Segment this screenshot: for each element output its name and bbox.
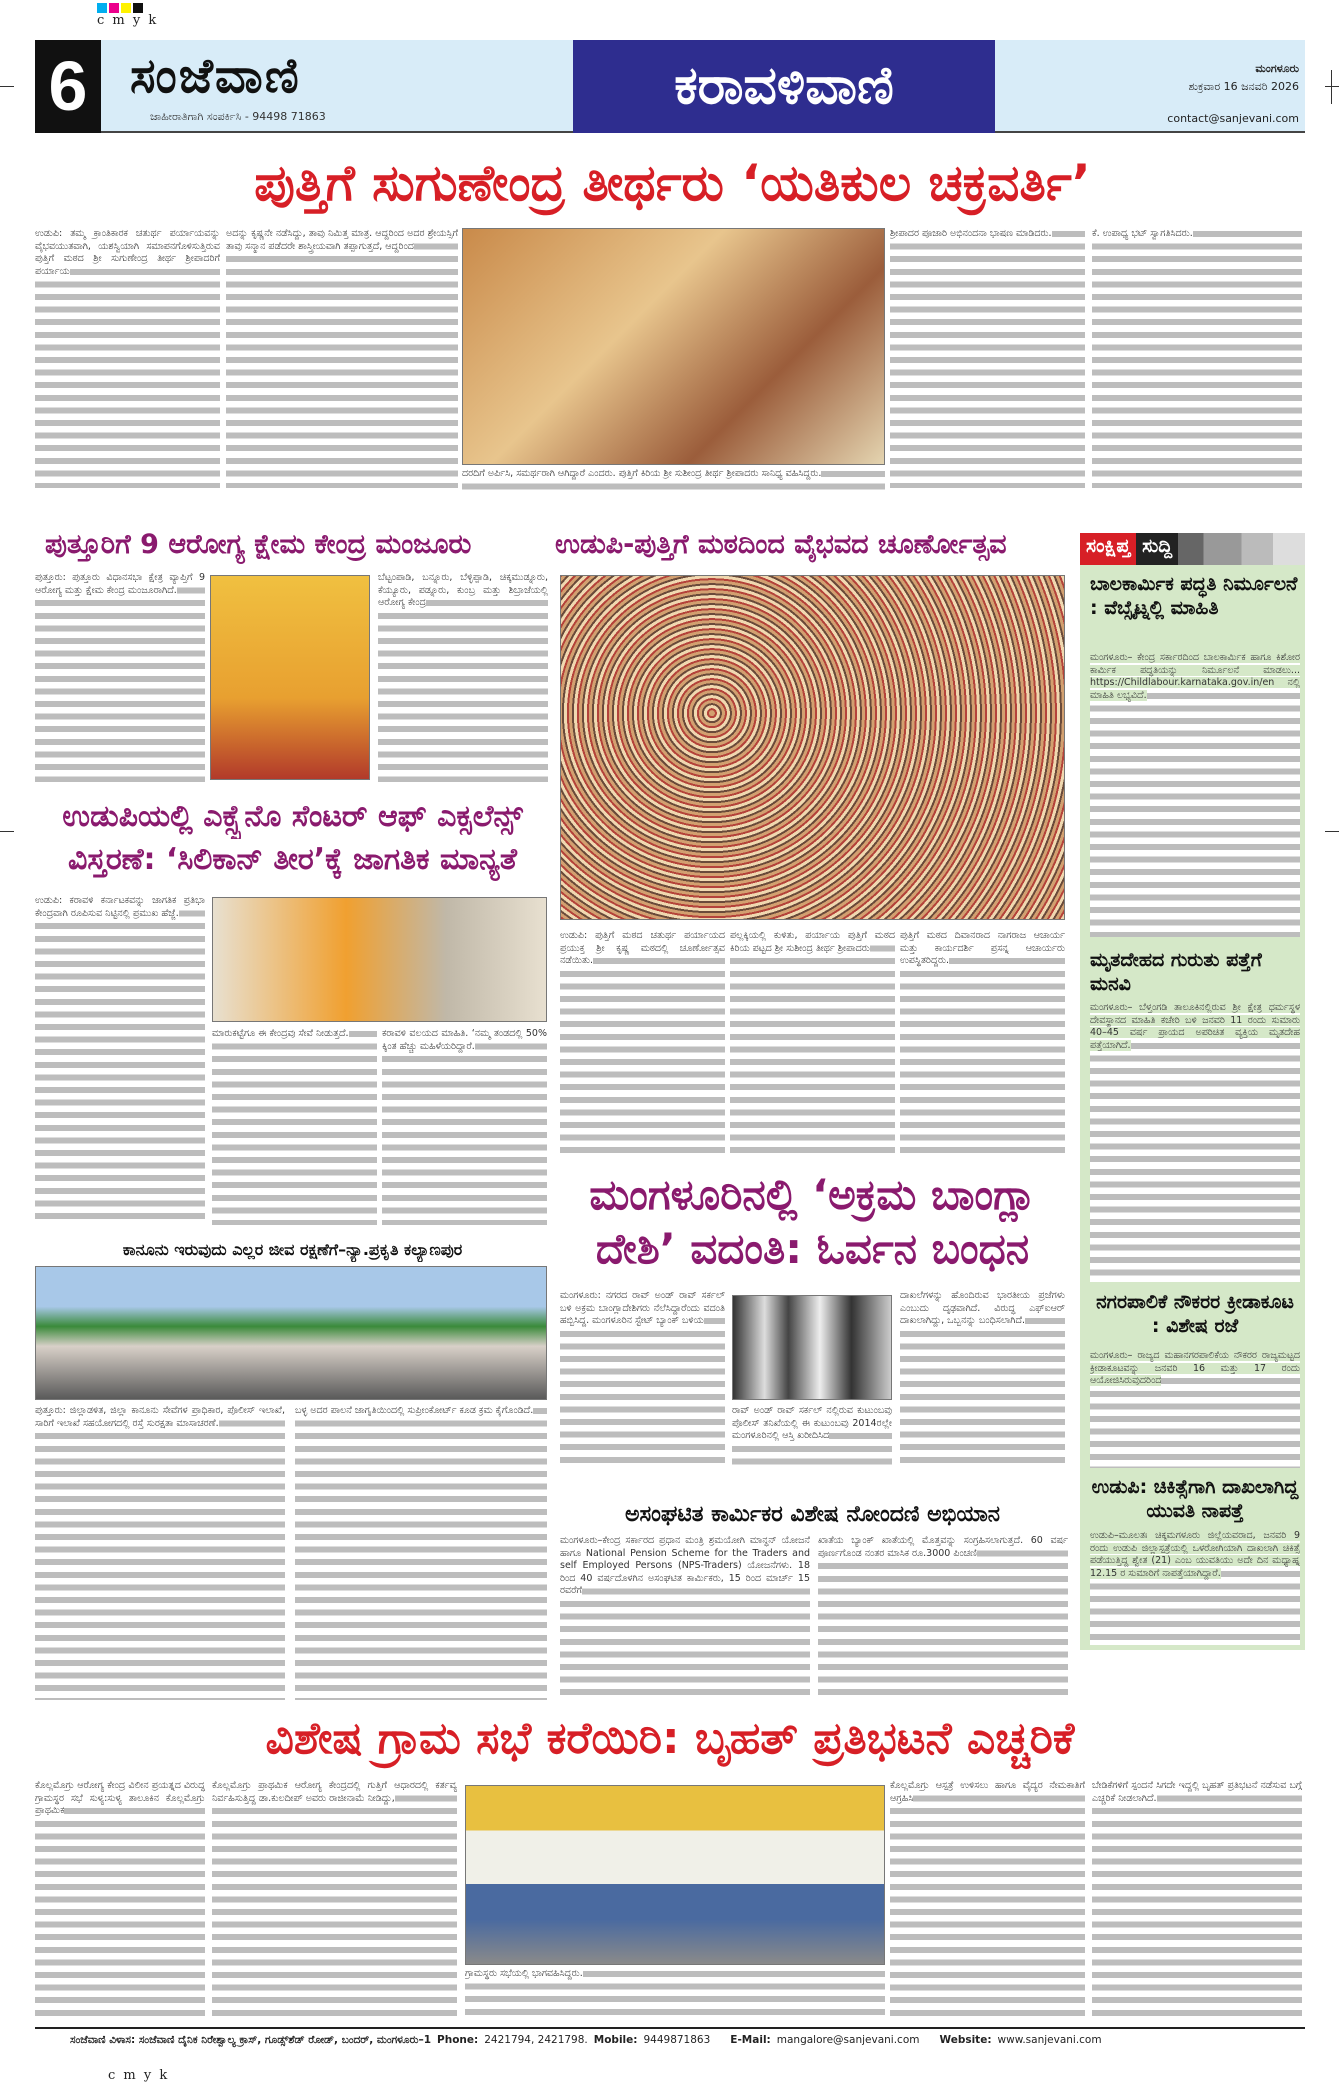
email: mangalore@sanjevani.com	[776, 2034, 920, 2046]
brief-headline: ಮೃತದೇಹದ ಗುರುತು ಪತ್ತೆಗೆ ಮನವಿ	[1090, 949, 1262, 995]
unorganised-headline: ಅಸಂಘಟಿತ ಕಾರ್ಮಿಕರ ವಿಶೇಷ ನೋಂದಣಿ ಅಭಿಯಾನ	[624, 1502, 1001, 1527]
road-safety-photo	[35, 1266, 547, 1400]
brief-text: ಮಂಗಳೂರು– ರಾಜ್ಯದ ಮಹಾನಗರಪಾಲಿಕೆಯ ನೌಕರರ ರಾಜ್ಯಮಟ್ಟದ ಕ್ರೀಡಾಕೂಟವನ್ನು ಜನವರಿ 16 ಮತ್ತು 17 ರಂದು ಆಯೋಜಿಸಿರುವುದರಿಂದ	[1090, 1350, 1300, 1468]
photo-caption: ದರದಿಗೆ ಅರ್ಪಿಸಿ, ಸಮರ್ಥರಾಗಿ ಆಗಿದ್ದಾರೆ ಎಂದರು. ಪುತ್ತಿಗೆ ಕಿರಿಯ ಶ್ರೀ ಸುಶೀಂದ್ರ ತೀರ್ಥ ಶ್ರೀಪಾದರು ಸಾನಿಧ್ಯ ವಹಿಸಿದ್ದರು.	[462, 468, 885, 492]
article-text: ಪುತ್ತೂರು: ಜಿಲ್ಲಾಡಳಿತ, ಜಿಲ್ಲಾ ಕಾನೂನು ಸೇವೆಗಳ ಪ್ರಾಧಿಕಾರ, ಪೊಲೀಸ್ ಇಲಾಖೆ, ಸಾರಿಗೆ ಇಲಾಖೆ ಸಹಯೋಗದಲ್ಲಿ ರಸ್ತೆ ಸುರಕ್ಷತಾ ಮಾಸಾಚರಣೆ.	[35, 1405, 285, 1700]
dateline	[1188, 60, 1299, 96]
article-text: ಬೇಡಿಕೆಗಳಿಗೆ ಸ್ಪಂದನೆ ಸಿಗದೇ ಇದ್ದಲ್ಲಿ ಬೃಹತ್ ಪ್ರತಿಭಟನೆ ನಡೆಸುವ ಬಗ್ಗೆ ಎಚ್ಚರಿಕೆ ನೀಡಲಾಗಿದೆ.	[1092, 1780, 1302, 2020]
handcuffs-photo	[732, 1295, 892, 1400]
law-headline: ಕಾನೂನು ಇರುವುದು ಎಲ್ಲರ ಜೀವ ರಕ್ಷಣೆಗೆ–ನ್ಯಾ.ಪ್ರಕೃತಿ ಕಲ್ಯಾಣಪುರ	[122, 1240, 463, 1259]
cmyk-label: c m y k	[97, 13, 159, 28]
infosys-headline-2: ವಿಸ್ತರಣೆ: ‘ಸಿಲಿಕಾನ್ ತೀರ’ಕ್ಕೆ ಜಾಗತಿಕ ಮಾನ್ಯತೆ	[67, 842, 518, 877]
city: ಮಂಗಳೂರು	[1255, 62, 1299, 75]
article-text: ಪುತ್ತಿಗೆ ಮಠದ ದಿವಾನರಾದ ನಾಗರಾಜ ಆಚಾರ್ಯ ಮತ್ತು ಕಾರ್ಯದರ್ಶಿ ಪ್ರಸನ್ನ ಆಚಾರ್ಯರು ಉಪಸ್ಥಿತರಿದ್ದರು.	[900, 930, 1065, 1160]
article-text: ಉಡುಪಿ: ಕರಾವಳಿ ಕರ್ನಾಟಕವನ್ನು ಜಾಗತಿಕ ಪ್ರತಿಭಾ ಕೇಂದ್ರವಾಗಿ ರೂಪಿಸುವ ನಿಟ್ಟಿನಲ್ಲಿ ಪ್ರಮುಖ ಹೆಜ್ಜೆ.	[35, 895, 205, 1225]
registration-mark	[0, 831, 14, 832]
ad-contact: ಜಾಹೀರಾತಿಗಾಗಿ ಸಂಪರ್ಕಿಸಿ - 94498 71863	[150, 110, 326, 123]
cmyk-label-bottom: c m y k	[108, 2068, 170, 2083]
email-label: E-Mail:	[730, 2034, 771, 2046]
footer-rule	[35, 2027, 1305, 2029]
crowd-photo	[560, 575, 1065, 920]
gramasabha-headline: ವಿಶೇಷ ಗ್ರಾಮ ಸಭೆ ಕರೆಯಿರಿ: ಬೃಹತ್ ಪ್ರತಿಭಟನೆ ಎಚ್ಚರಿಕೆ	[265, 1713, 1075, 1764]
briefs-header	[1080, 533, 1305, 565]
cmyk-swatches	[97, 3, 158, 28]
article-text: ಮಂಗಳೂರು: ನಗರದ ರಾವ್ ಅಂಡ್ ರಾವ್ ಸರ್ಕಲ್ ಬಳಿ ಅಕ್ರಮ ಬಾಂಗ್ಲಾದೇಶಿಗರು ನೆಲೆಸಿದ್ದಾರೆಂದು ವದಂತಿ ಹಬ್ಬಿಸಿದ್ದ. ಮಂಗಳೂರಿನ ಸ್ಟೇಟ್ ಬ್ಯಾಂಕ್ ಬಳಿಯ	[560, 1290, 725, 1465]
contact-email: contact@sanjevani.com	[1167, 112, 1299, 125]
article-text: ಉಡುಪಿ: ಪುತ್ತಿಗೆ ಮಠದ ಚತುರ್ಥ ಪರ್ಯಾಯದ ಪ್ರಯುಕ್ತ ಶ್ರೀ ಕೃಷ್ಣ ಮಠದಲ್ಲಿ ಚೂರ್ಣೋತ್ಸವ ನಡೆಯಿತು.	[560, 930, 725, 1160]
article-text: ಉಡುಪಿ: ತಮ್ಮ ಕ್ರಾಂತಿಕಾರಕ ಚತುರ್ಥ ಪರ್ಯಾಯವನ್ನು ವೈಭವಯುತವಾಗಿ, ಯಶಸ್ವಿಯಾಗಿ ಸಮಾಪನಗೊಳಿಸುತ್ತಿರುವ ಪುತ್ತಿಗೆ ಮಠದ ಶ್ರೀ ಸುಗುಣೇಂದ್ರ ತೀರ್ಥ ಶ್ರೀಪಾದರಿಗೆ ಪರ್ಯಾಯ	[35, 228, 220, 488]
lead-photo	[462, 228, 885, 465]
brief-text: ಮಂಗಳೂರು– ಕೇಂದ್ರ ಸರ್ಕಾರದಿಂದ ಬಾಲಕಾರ್ಮಿಕ ಹಾಗೂ ಕಿಶೋರ ಕಾರ್ಮಿಕ ಪದ್ಧತಿಯನ್ನು ನಿರ್ಮೂಲನೆ ಮಾಡಲು... https://Childlabour.karnataka.gov.in/en ನಲ್ಲಿ ಮಾಹಿತಿ ಲಭ್ಯವಿದೆ.	[1090, 652, 1300, 937]
lead-headline: ಪುತ್ತಿಗೆ ಸುಗುಣೇಂದ್ರ ತೀರ್ಥರು ‘ಯತಿಕುಲ ಚಕ್ರವರ್ತಿ’	[254, 154, 1091, 212]
registration-mark	[1325, 86, 1339, 87]
paper-logo: ಸಂಜೆವಾಣಿ	[130, 48, 301, 104]
article-text: ಅದನ್ನು ಕೃಷ್ಣನೇ ನಡೆಸಿದ್ದು, ತಾವು ನಿಮಿತ್ತ ಮಾತ್ರ. ಆದ್ದರಿಂದ ಅದರ ಶ್ರೇಯಸ್ಸಿಗೆ ತಾವು ಸನ್ಮಾನ ಪಡೆದರೇ ಶಾಸ್ತ್ರೀಯವಾಗಿ ತಪ್ಪಾಗುತ್ತದೆ, ಆದ್ದರಿಂದ	[226, 228, 458, 488]
website-label: Website:	[939, 2034, 992, 2046]
puttur-headline: ಪುತ್ತೂರಿಗೆ 9 ಆರೋಗ್ಯ ಕ್ಷೇಮ ಕೇಂದ್ರ ಮಂಜೂರು	[45, 529, 472, 560]
brief-text: ಮಂಗಳೂರು– ಬೆಳ್ತಂಗಡಿ ತಾಲೂಕಿನಲ್ಲಿರುವ ಶ್ರೀ ಕ್ಷೇತ್ರ ಧರ್ಮಸ್ಥಳ ದೇವಸ್ಥಾನದ ಮಾಹಿತಿ ಕಚೇರಿ ಬಳಿ ಜನವರಿ 11 ರಂದು ಸುಮಾರು 40–45 ವರ್ಷ ಪ್ರಾಯದ ಅಪರಿಚಿತ ವ್ಯಕ್ತಿಯ ಮೃತದೇಹ ಪತ್ತೆಯಾಗಿದೆ.	[1090, 1002, 1300, 1282]
briefs-label-1: ಸಂಕ್ಷಿಪ್ತ	[1080, 533, 1136, 565]
article-text: ಕೊಲ್ಲಮೊಗ್ರು ಆಸ್ಪತ್ರೆ ಉಳಿಸಲು ಹಾಗೂ ವೈದ್ಯರ ನೇಮಕಾತಿಗೆ ಆಗ್ರಹಿಸಿ	[890, 1780, 1085, 2020]
article-text: ಬಳ್ಳ ಅದರ ಪಾಲನೆ ಜಾಗೃತಿಯಿಂದಲ್ಲಿ ಸುಪ್ರೀಂಕೋರ್ಟ್ ಕೂಡ ಕ್ರಮ ಕೈಗೊಂಡಿದೆ.	[295, 1405, 547, 1700]
brief-headline: ನಗರಪಾಲಿಕೆ ನೌಕರರ ಕ್ರೀಡಾಕೂಟ : ವಿಶೇಷ ರಜೆ	[1096, 1291, 1294, 1337]
section-title: ಕರಾವಳಿವಾಣಿ	[573, 40, 995, 133]
registration-mark	[1331, 70, 1332, 104]
event-photo	[212, 897, 547, 1022]
article-text: ಕೊಲ್ಲಮೊಗ್ರು ಪ್ರಾಥಮಿಕ ಆರೋಗ್ಯ ಕೇಂದ್ರದಲ್ಲಿ ಗುತ್ತಿಗೆ ಆಧಾರದಲ್ಲಿ ಕರ್ತವ್ಯ ನಿರ್ವಹಿಸುತ್ತಿದ್ದ ಡಾ.ಕುಲದೀಪ್ ಅವರು ರಾಜೀನಾಮೆ ನೀಡಿದ್ದು,	[212, 1780, 457, 2020]
date: ಶುಕ್ರವಾರ 16 ಜನವರಿ 2026	[1188, 80, 1299, 93]
phone: 2421794, 2421798.	[484, 2034, 588, 2046]
photo-caption: ಗ್ರಾಮಸ್ಥರು ಸಭೆಯಲ್ಲಿ ಭಾಗವಹಿಸಿದ್ದರು.	[465, 1968, 885, 2020]
footer-address: ಸಂಜೆವಾಣಿ ವಿಳಾಸ: ಸಂಜೆವಾಣಿ ದೈನಿಕ ನಿರೇಶ್ವಾಲ್ಯ ಕ್ರಾಸ್, ಗೂಡ್ಸ್‌ಶೆಡ್ ರೋಡ್, ಬಂದರ್, ಮಂಗಳೂರು–1	[70, 2034, 432, 2046]
registration-mark	[0, 86, 14, 87]
page-number: 6	[35, 40, 101, 133]
article-text: ಕೆ. ಉಪಾಧ್ಯ ಭಟ್ ಸ್ವಾಗತಿಸಿದರು.	[1092, 228, 1302, 488]
article-text: ಪಲ್ಲಕ್ಕಿಯಲ್ಲಿ ಕುಳಿತು, ಪರ್ಯಾಯ ಪುತ್ತಿಗೆ ಮಠದ ಕಿರಿಯ ಪಟ್ಟದ ಶ್ರೀ ಸುಶೀಂದ್ರ ತೀರ್ಥ ಶ್ರೀಪಾದರು	[730, 930, 895, 1160]
bangla-headline-1: ಮಂಗಳೂರಿನಲ್ಲಿ ‘ಅಕ್ರಮ ಬಾಂಗ್ಲಾ	[589, 1170, 1036, 1219]
article-text: ಮಾರುಕಟ್ಟೆಗೂ ಈ ಕೇಂದ್ರವು ಸೇವೆ ನೀಡುತ್ತದೆ.	[212, 1028, 377, 1225]
mobile-label: Mobile:	[593, 2034, 638, 2046]
article-text: ಮಂಗಳೂರು–ಕೇಂದ್ರ ಸರ್ಕಾರದ ಪ್ರಧಾನ ಮಂತ್ರಿ ಶ್ರಮಯೋಗಿ ಮಾನ್ಧನ್ ಯೋಜನೆ ಹಾಗೂ National Pension Scheme for the Traders and self Employed Persons (NPS-Traders) ಯೋಜನೆಗಳು. 18 ರಿಂದ 40 ವರ್ಷದೊಳಗಿನ ಅಸಂಘಟಿತ ಕಾರ್ಮಿಕರು, 15 ರಿಂದ ಮಾರ್ಚ್ 15 ರವರೆಗೆ	[560, 1535, 810, 1700]
article-text: ರಾವ್ ಅಂಡ್ ರಾವ್ ಸರ್ಕಲ್ ನಲ್ಲಿರುವ ಕುಟುಂಬವು ಪೊಲೀಸ್ ತನಿಖೆಯಲ್ಲಿ ಈ ಕುಟುಂಬವು 2014ರಲ್ಲೇ ಮಂಗಳೂರಿನಲ್ಲಿ ಆಸ್ತಿ ಖರೀದಿಸಿದ	[732, 1405, 892, 1465]
registration-mark	[1325, 831, 1339, 832]
briefs-label-2: ಸುದ್ದಿ	[1136, 533, 1178, 565]
article-text: ಕೊಲ್ಲಮೊಗ್ರು ಆರೋಗ್ಯ ಕೇಂದ್ರ ವಿಲೀನ ಪ್ರಯತ್ನದ ವಿರುದ್ಧ ಗ್ರಾಮಸ್ಥರ ಸಭೆ ಸುಳ್ಯ:ಸುಳ್ಯ ತಾಲೂಕಿನ ಕೊಲ್ಲಮೊಗ್ರು ಪ್ರಾಥಮಿಕ	[35, 1780, 205, 2020]
health-centre-photo	[210, 575, 370, 780]
article-text: ಶ್ರೀಪಾದರ ಪೂಜಾರಿ ಅಭಿನಂದನಾ ಭಾಷಣ ಮಾಡಿದರು.	[890, 228, 1085, 488]
choornotsava-headline: ಉಡುಪಿ-ಪುತ್ತಿಗೆ ಮಠದಿಂದ ವೈಭವದ ಚೂರ್ಣೋತ್ಸವ	[555, 529, 1007, 560]
brief-headline: ಬಾಲಕಾರ್ಮಿಕ ಪದ್ಧತಿ ನಿರ್ಮೂಲನೆ : ವೆಬ್ಸೈಟ್ನಲ್ಲಿ ಮಾಹಿತಿ	[1090, 573, 1298, 619]
article-text: ಕರಾವಳಿ ವಲಯದ ಮಾಹಿತಿ. ‘ನಮ್ಮ ತಂಡದಲ್ಲಿ 50% ಕ್ಕಿಂತ ಹೆಚ್ಚು ಮಹಿಳೆಯರಿದ್ದಾರೆ.	[382, 1028, 547, 1225]
brief-text: ಉಡುಪಿ–ಮೂಲತಃ ಚಿಕ್ಕಮಗಳೂರು ಜಿಲ್ಲೆಯವರಾದ, ಜನವರಿ 9 ರಂದು ಉಡುಪಿ ಜಿಲ್ಲಾಸ್ಪತ್ರೆಯಲ್ಲಿ ಒಳರೋಗಿಯಾಗಿ ದಾಖಲಾಗಿ ಚಿಕಿತ್ಸೆ ಪಡೆಯುತ್ತಿದ್ದ ಶ್ವೇತ (21) ಎಂಬ ಯುವತಿಯು ಅದೇ ದಿನ ಮಧ್ಯಾಹ್ನ 12.15 ರ ಸುಮಾರಿಗೆ ನಾಪತ್ತೆಯಾಗಿದ್ದಾರೆ.	[1090, 1530, 1300, 1645]
article-text: ಪುತ್ತೂರು: ಪುತ್ತೂರು ವಿಧಾನಸಭಾ ಕ್ಷೇತ್ರ ವ್ಯಾಪ್ತಿಗೆ 9 ಆರೋಗ್ಯ ಮತ್ತು ಕ್ಷೇಮ ಕೇಂದ್ರ ಮಂಜೂರಾಗಿದೆ.	[35, 572, 205, 782]
infosys-headline-1: ಉಡುಪಿಯಲ್ಲಿ ಎಕ್ಸ್ಪೆನೊ ಸೆಂಟರ್ ಆಫ್ ಎಕ್ಸಲೆನ್ಸ್	[62, 799, 523, 834]
website: www.sanjevani.com	[997, 2034, 1102, 2046]
article-text: ಬೆಟ್ಟಂಪಾಡಿ, ಬನ್ನೂರು, ಬೆಳ್ಳಿಪ್ಪಾಡಿ, ಚಿಕ್ಕಮುಡ್ನೂರು, ಕೆಯ್ಯೂರು, ಪಡ್ನೂರು, ಕುಂಬ್ರ ಮತ್ತು ಶಿಬ್ರಾಜೆಯಲ್ಲಿ ಆರೋಗ್ಯ ಕೇಂದ್ರ	[378, 572, 548, 782]
footer	[70, 2034, 1310, 2047]
meeting-photo	[465, 1785, 885, 1965]
bangla-headline-2: ದೇಶಿ’ ವದಂತಿ: ಓರ್ವನ ಬಂಧನ	[595, 1224, 1030, 1273]
brief-headline: ಉಡುಪಿ: ಚಿಕಿತ್ಸೆಗಾಗಿ ದಾಖಲಾಗಿದ್ದ ಯುವತಿ ನಾಪತ್ತೆ	[1091, 1476, 1299, 1522]
mobile: 9449871863	[643, 2034, 711, 2046]
phone-label: Phone:	[437, 2034, 479, 2046]
article-text: ಖಾತೆಯ ಬ್ಯಾಂಕ್ ಖಾತೆಯಲ್ಲಿ ಮೊತ್ತವನ್ನು ಸಂಗ್ರಹಿಸಲಾಗುತ್ತದೆ. 60 ವರ್ಷ ಪೂರ್ಣಗೊಂಡ ನಂತರ ಮಾಸಿಕ ರೂ.3000 ಪಿಂಚಣಿ	[818, 1535, 1068, 1700]
article-text: ದಾಖಲೆಗಳನ್ನು ಹೊಂದಿರುವ ಭಾರತೀಯ ಪ್ರಜೆಗಳು ಎಂಬುದು ದೃಢವಾಗಿದೆ. ವಿರುದ್ಧ ಎಫ್ಐಆರ್ ದಾಖಲಾಗಿದ್ದು, ಒಬ್ಬನನ್ನು ಬಂಧಿಸಲಾಗಿದೆ.	[900, 1290, 1065, 1465]
